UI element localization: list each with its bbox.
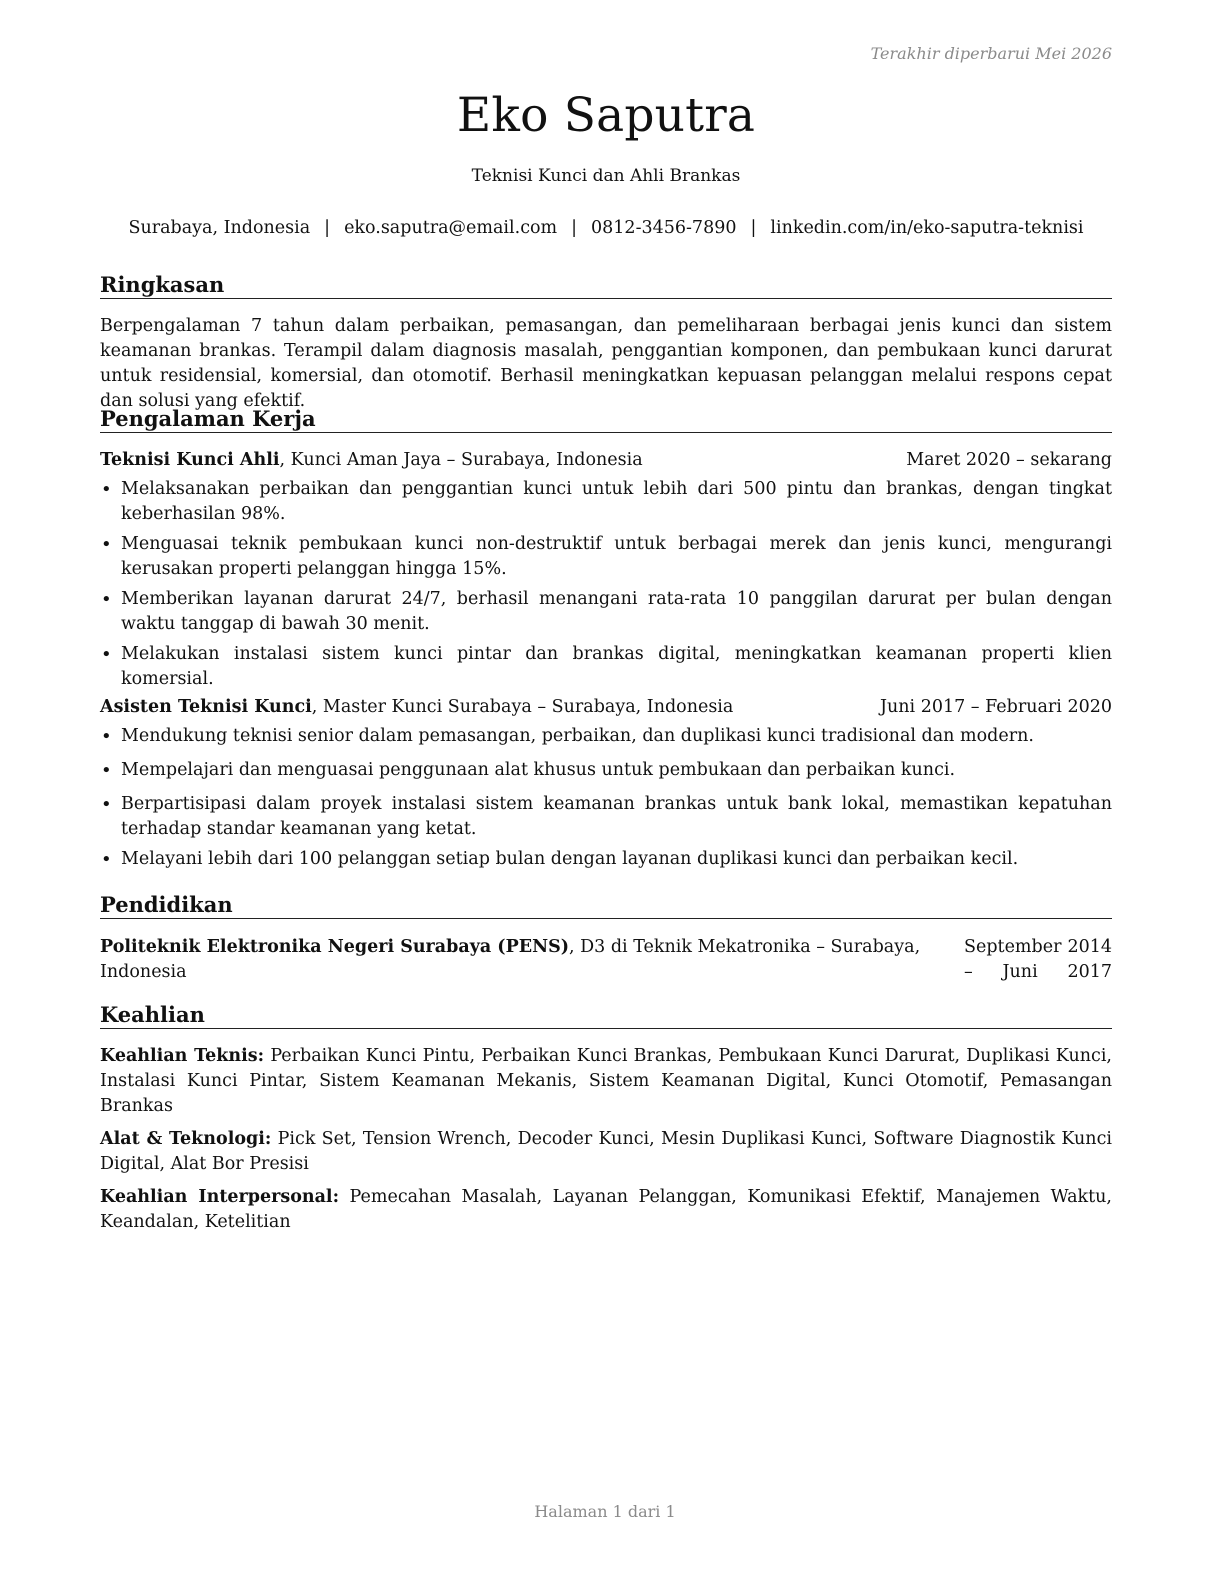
page-number: Halaman 1 dari 1 — [534, 1502, 676, 1521]
job-header — [100, 448, 1112, 473]
last-updated-note: Terakhir diperbarui Mei 2026 — [870, 44, 1112, 63]
education-dates: September 2014 – Juni 2017 — [964, 937, 1112, 982]
education-detail: , D3 di Teknik Mekatronika – Surabaya, Indonesia — [100, 937, 921, 982]
contact-location: Surabaya, Indonesia — [128, 218, 311, 238]
candidate-title: Teknisi Kunci dan Ahli Brankas — [471, 166, 741, 186]
contact-line — [0, 218, 1212, 238]
contact-linkedin[interactable]: linkedin.com/in/eko-saputra-teknisi — [770, 218, 1084, 238]
skill-group — [100, 1127, 1112, 1177]
job-role: Teknisi Kunci Ahli — [100, 450, 280, 470]
job-bullet: • Berpartisipasi dalam proyek instalasi sistem keamanan brankas untuk bank lokal, memastikan kepatuhan terhadap standar keamanan yang ketat. — [100, 792, 1112, 842]
skills-list — [100, 1044, 1112, 1243]
skill-group — [100, 1044, 1112, 1119]
job-role: Asisten Teknisi Kunci — [100, 697, 312, 717]
job-entry — [100, 695, 1112, 877]
section-heading-experience: Pengalaman Kerja — [100, 406, 1112, 433]
section-heading-summary: Ringkasan — [100, 272, 1112, 299]
education-institution — [100, 935, 960, 985]
skill-group-items: Pemecahan Masalah, Layanan Pelanggan, Komunikasi Efektif, Manajemen Waktu, Keandalan, Ketelitian — [100, 1187, 1112, 1232]
section-heading-education: Pendidikan — [100, 892, 1112, 919]
contact-separator: | — [750, 218, 757, 238]
education-entry — [100, 935, 1112, 985]
job-bullet: • Melakukan instalasi sistem kunci pintar dan brankas digital, meningkatkan keamanan properti klien komersial. — [100, 642, 1112, 692]
contact-separator: | — [324, 218, 331, 238]
job-bullet: • Melayani lebih dari 100 pelanggan setiap bulan dengan layanan duplikasi kunci dan perbaikan kecil. — [100, 847, 1112, 872]
summary-text: Berpengalaman 7 tahun dalam perbaikan, pemasangan, dan pemeliharaan berbagai jenis kunci dan sistem keamanan brankas. Terampil dalam diagnosis masalah, penggantian komponen, dan pembukaan kunci darurat untuk residensial, komersial, dan otomotif. Berhasil meningkatkan kepuasan pelanggan melalui respons cepat dan solusi yang efektif. — [100, 316, 1112, 411]
education-school: Politeknik Elektronika Negeri Surabaya (PENS) — [100, 937, 569, 957]
skill-group-items: Pick Set, Tension Wrench, Decoder Kunci, Mesin Duplikasi Kunci, Software Diagnostik Kunci Digital, Alat Bor Presisi — [100, 1129, 1112, 1174]
job-bullets — [100, 724, 1112, 872]
job-bullet: • Menguasai teknik pembukaan kunci non-destruktif untuk berbagai merek dan jenis kunci, mengurangi kerusakan properti pelanggan hingga 15%. — [100, 532, 1112, 582]
job-bullet: • Mendukung teknisi senior dalam pemasangan, perbaikan, dan duplikasi kunci tradisional dan modern. — [100, 724, 1112, 749]
skill-group-label: Keahlian Interpersonal: — [100, 1187, 340, 1207]
skill-group-label: Keahlian Teknis: — [100, 1046, 265, 1066]
job-company: , Kunci Aman Jaya – Surabaya, Indonesia — [279, 450, 643, 470]
job-bullets — [100, 477, 1112, 692]
skill-group-items: Perbaikan Kunci Pintu, Perbaikan Kunci Brankas, Pembukaan Kunci Darurat, Duplikasi Kunci, Instalasi Kunci Pintar, Sistem Keamanan Mekanis, Sistem Keamanan Digital, Kunci Otomotif, Pemasangan Brankas — [100, 1046, 1112, 1116]
skill-group-label: Alat & Teknologi: — [100, 1129, 272, 1149]
contact-separator: | — [571, 218, 578, 238]
job-dates: Maret 2020 – sekarang — [906, 450, 1112, 470]
job-bullet: • Mempelajari dan menguasai penggunaan alat khusus untuk pembukaan dan perbaikan kunci. — [100, 758, 1112, 783]
contact-phone[interactable]: 0812-3456-7890 — [591, 218, 737, 238]
job-header — [100, 695, 1112, 720]
job-bullet: • Memberikan layanan darurat 24/7, berhasil menangani rata-rata 10 panggilan darurat per bulan dengan waktu tanggap di bawah 30 menit. — [100, 587, 1112, 637]
job-dates: Juni 2017 – Februari 2020 — [879, 697, 1112, 717]
contact-email[interactable]: eko.saputra@email.com — [344, 218, 558, 238]
candidate-name: Eko Saputra — [456, 88, 756, 143]
job-entry — [100, 448, 1112, 697]
section-heading-skills: Keahlian — [100, 1002, 1112, 1029]
job-bullet: • Melaksanakan perbaikan dan penggantian kunci untuk lebih dari 500 pintu dan brankas, dengan tingkat keberhasilan 98%. — [100, 477, 1112, 527]
skill-group — [100, 1185, 1112, 1235]
job-company: , Master Kunci Surabaya – Surabaya, Indonesia — [311, 697, 734, 717]
